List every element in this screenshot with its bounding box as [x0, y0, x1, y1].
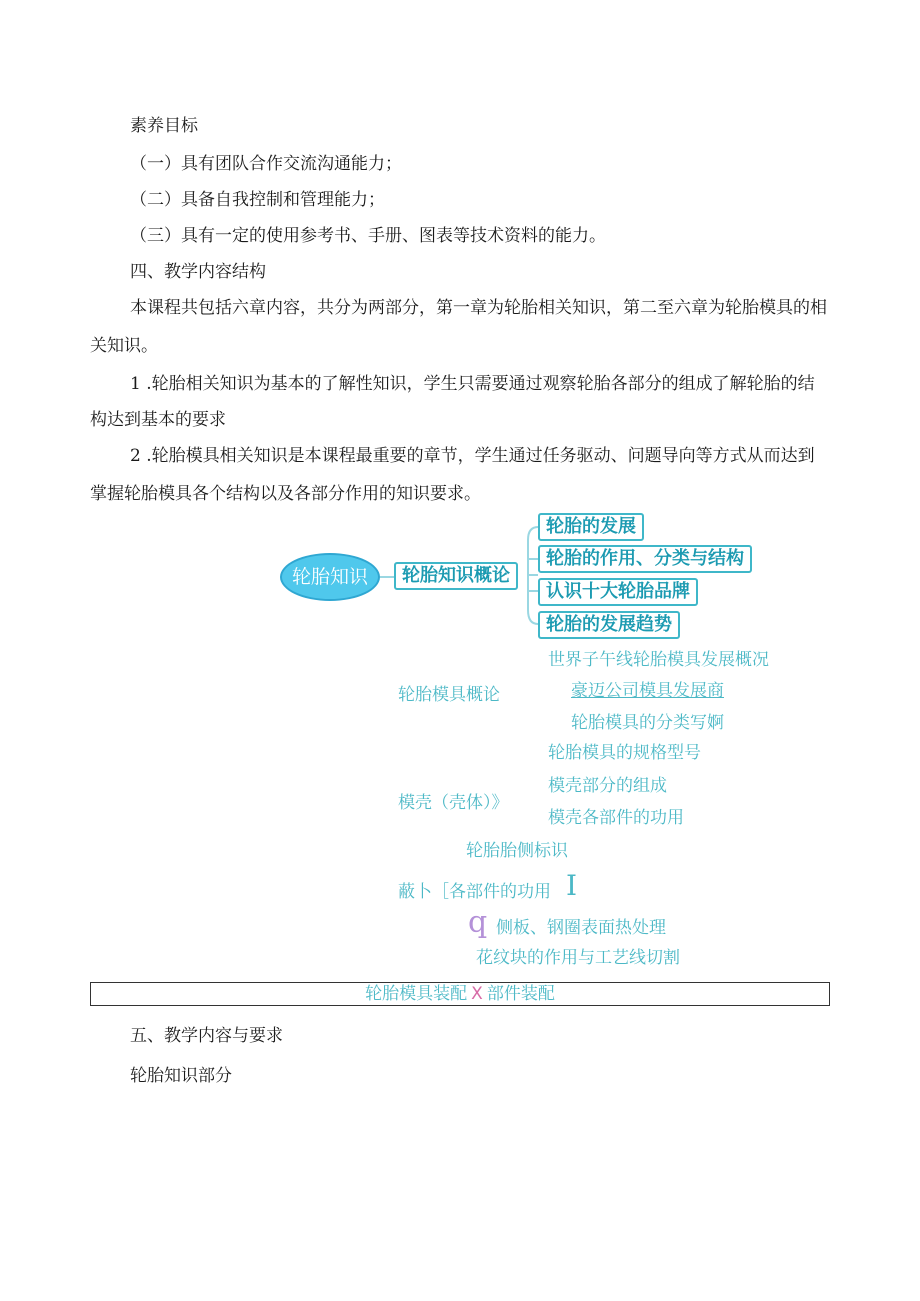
mindmap-branch-node: 轮胎的发展 [538, 513, 644, 541]
goal-item: （二）具备自我控制和管理能力； [130, 190, 385, 210]
mindmap-branch-node: 轮胎的发展趋势 [538, 611, 680, 639]
outline-item: 花纹块的作用与工艺线切割 [476, 948, 680, 968]
outline-item: 轮胎模具的规格型号 [548, 743, 701, 763]
outline-item: 模壳各部件的功用 [548, 808, 684, 828]
mindmap-center-node: 轮胎知识概论 [394, 562, 518, 590]
goal-item: （一）具有团队合作交流沟通能力； [130, 154, 402, 174]
assembly-parts: 部件装配 [486, 984, 555, 1004]
assembly-label: 轮胎模具装配 [365, 984, 468, 1004]
outline-item: 蔽卜［各部件的功用 [398, 882, 551, 902]
outline-item: 模壳（壳体）》 [398, 793, 509, 813]
section4-point2-cont: 掌握轮胎模具各个结构以及各部分作用的知识要求。 [90, 484, 481, 504]
outline-item: 侧板、钢圈表面热处理 [496, 918, 666, 938]
outline-item: 模壳部分的组成 [548, 776, 667, 796]
outline-item: 轮胎胎侧标识 [466, 841, 568, 861]
goal-item: （三）具有一定的使用参考书、手册、图表等技术资料的能力。 [130, 226, 606, 246]
outline-item: 轮胎模具概论 [398, 685, 500, 705]
outline-item: 世界子午线轮胎模具发展概况 [548, 650, 769, 670]
section4-point2: 2 .轮胎模具相关知识是本课程最重要的章节，学生通过任务驱动、问题导向等方式从而达到 [130, 446, 815, 466]
assembly-box [90, 982, 830, 1006]
section4-intro-cont: 关知识。 [90, 336, 158, 356]
outline-mark: I [566, 869, 578, 902]
literacy-goals-heading: 素养目标 [130, 116, 198, 136]
outline-mark: q [468, 905, 488, 940]
section4-intro: 本课程共包括六章内容，共分为两部分，第一章为轮胎相关知识，第二至六章为轮胎模具的相 [130, 298, 827, 318]
section4-point1: 1 .轮胎相关知识为基本的了解性知识，学生只需要通过观察轮胎各部分的组成了解轮胎的结 [130, 374, 815, 394]
mindmap-branch-node: 认识十大轮胎品牌 [538, 578, 698, 606]
mindmap-branch-node: 轮胎的作用、分类与结构 [538, 545, 752, 573]
mindmap-root-node: 轮胎知识 [280, 553, 380, 601]
section5-heading: 五、教学内容与要求 [130, 1026, 283, 1046]
assembly-mark: X [471, 984, 483, 1004]
outline-item: 轮胎模具的分类写婀 [571, 713, 724, 733]
section4-heading: 四、教学内容结构 [130, 262, 266, 282]
section5-subheading: 轮胎知识部分 [130, 1066, 232, 1086]
outline-item: 豪迈公司模具发展商 [571, 681, 724, 701]
section4-point1-cont: 构达到基本的要求 [90, 410, 226, 430]
